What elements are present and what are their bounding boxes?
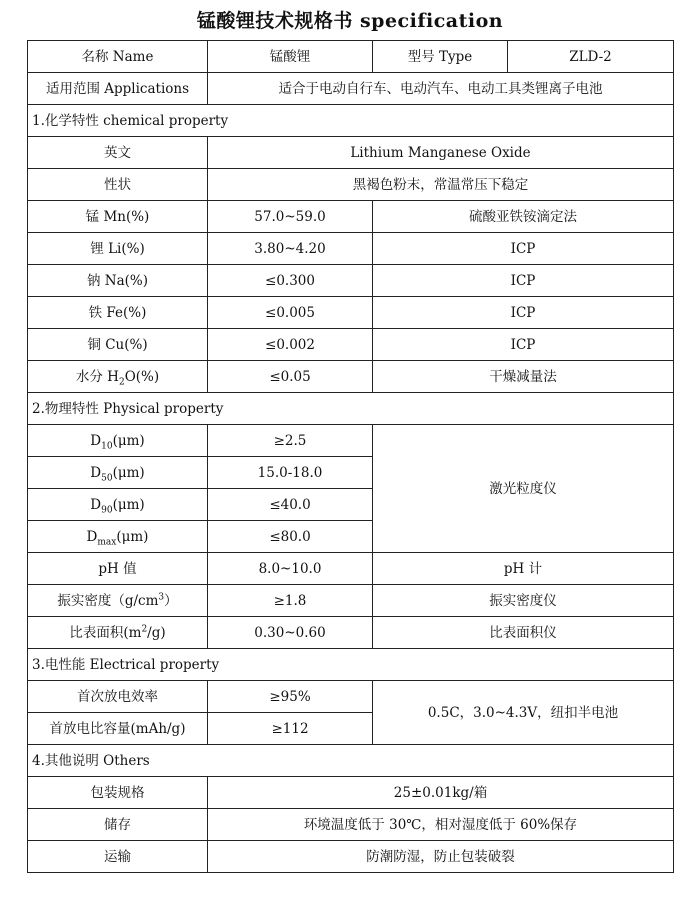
fe-method: ICP xyxy=(373,297,674,329)
first-efficiency-value: ≥95% xyxy=(208,681,373,713)
applications-value: 适合于电动自行车、电动汽车、电动工具类锂离子电池 xyxy=(208,73,674,105)
english-value: Lithium Manganese Oxide xyxy=(208,137,674,169)
particle-method: 激光粒度仪 xyxy=(373,425,674,553)
d50-label: $D_{50}(\mu m)$ xyxy=(28,457,208,489)
table-row xyxy=(28,41,674,73)
table-row xyxy=(28,777,674,809)
li-label: 锂 Li(%) xyxy=(28,233,208,265)
table-row xyxy=(28,553,674,585)
storage-label: 储存 xyxy=(28,809,208,841)
table-row xyxy=(28,617,674,649)
type-label: 型号 Type xyxy=(373,41,508,73)
table-row xyxy=(28,585,674,617)
mn-method: 硫酸亚铁铵滴定法 xyxy=(373,201,674,233)
table-row xyxy=(28,201,674,233)
storage-value: 环境温度低于 30℃，相对湿度低于 60%保存 xyxy=(208,809,674,841)
tap-density-label: 振实密度$(g/cm^3)$ xyxy=(28,585,208,617)
d10-label: $D_{10}(\mu m)$ xyxy=(28,425,208,457)
section-heading-others: 4.其他说明 Others xyxy=(28,745,674,777)
section-row xyxy=(28,393,674,425)
ph-value: 8.0~10.0 xyxy=(208,553,373,585)
table-row xyxy=(28,809,674,841)
table-row xyxy=(28,329,674,361)
first-efficiency-label: 首次放电效率 xyxy=(28,681,208,713)
table-row xyxy=(28,361,674,393)
electrical-method: 0.5C，3.0~4.3V，纽扣半电池 xyxy=(373,681,674,745)
dmax-value: ≤80.0 xyxy=(208,521,373,553)
appearance-label: 性状 xyxy=(28,169,208,201)
transport-label: 运输 xyxy=(28,841,208,873)
cu-value: ≤0.002 xyxy=(208,329,373,361)
section-heading-physical: 2.物理特性 Physical property xyxy=(28,393,674,425)
table-row xyxy=(28,265,674,297)
applications-label: 适用范围 Applications xyxy=(28,73,208,105)
section-row xyxy=(28,105,674,137)
packaging-label: 包装规格 xyxy=(28,777,208,809)
transport-value: 防潮防湿，防止包装破裂 xyxy=(208,841,674,873)
table-row xyxy=(28,233,674,265)
table-row xyxy=(28,297,674,329)
section-row xyxy=(28,649,674,681)
moisture-value: ≤0.05 xyxy=(208,361,373,393)
d10-value: ≥2.5 xyxy=(208,425,373,457)
table-row xyxy=(28,73,674,105)
table-row xyxy=(28,681,674,713)
section-heading-chemical: 1.化学特性 chemical property xyxy=(28,105,674,137)
na-method: ICP xyxy=(373,265,674,297)
cu-label: 铜 Cu(%) xyxy=(28,329,208,361)
table-row xyxy=(28,137,674,169)
tap-density-value: ≥1.8 xyxy=(208,585,373,617)
section-heading-electrical: 3.电性能 Electrical property xyxy=(28,649,674,681)
na-value: ≤0.300 xyxy=(208,265,373,297)
d50-value: 15.0-18.0 xyxy=(208,457,373,489)
na-label: 钠 Na(%) xyxy=(28,265,208,297)
mn-label: 锰 Mn(%) xyxy=(28,201,208,233)
li-method: ICP xyxy=(373,233,674,265)
tap-density-method: 振实密度仪 xyxy=(373,585,674,617)
first-capacity-label: 首放电比容量(mAh/g) xyxy=(28,713,208,745)
ph-label: pH 值 xyxy=(28,553,208,585)
document-title: 锰酸锂技术规格书 specification xyxy=(196,10,504,32)
table-row xyxy=(28,841,674,873)
english-label: 英文 xyxy=(28,137,208,169)
name-value: 锰酸锂 xyxy=(208,41,373,73)
surface-area-label: 比表面积$(m^2/g)$ xyxy=(28,617,208,649)
packaging-value: 25±0.01kg/箱 xyxy=(208,777,674,809)
d90-value: ≤40.0 xyxy=(208,489,373,521)
fe-value: ≤0.005 xyxy=(208,297,373,329)
surface-area-value: 0.30~0.60 xyxy=(208,617,373,649)
table-row xyxy=(28,425,674,457)
name-label: 名称 Name xyxy=(28,41,208,73)
surface-area-method: 比表面积仪 xyxy=(373,617,674,649)
d90-label: $D_{90}(\mu m)$ xyxy=(28,489,208,521)
li-value: 3.80~4.20 xyxy=(208,233,373,265)
specification-table xyxy=(27,40,674,873)
moisture-method: 干燥减量法 xyxy=(373,361,674,393)
mn-value: 57.0~59.0 xyxy=(208,201,373,233)
fe-label: 铁 Fe(%) xyxy=(28,297,208,329)
appearance-value: 黑褐色粉末，常温常压下稳定 xyxy=(208,169,674,201)
section-row xyxy=(28,745,674,777)
type-value: ZLD-2 xyxy=(508,41,674,73)
moisture-label: 水分 $H_2O(\%)$ xyxy=(28,361,208,393)
dmax-label: $D_{max}(\mu m)$ xyxy=(28,521,208,553)
ph-method: pH 计 xyxy=(373,553,674,585)
first-capacity-value: ≥112 xyxy=(208,713,373,745)
cu-method: ICP xyxy=(373,329,674,361)
table-row xyxy=(28,169,674,201)
